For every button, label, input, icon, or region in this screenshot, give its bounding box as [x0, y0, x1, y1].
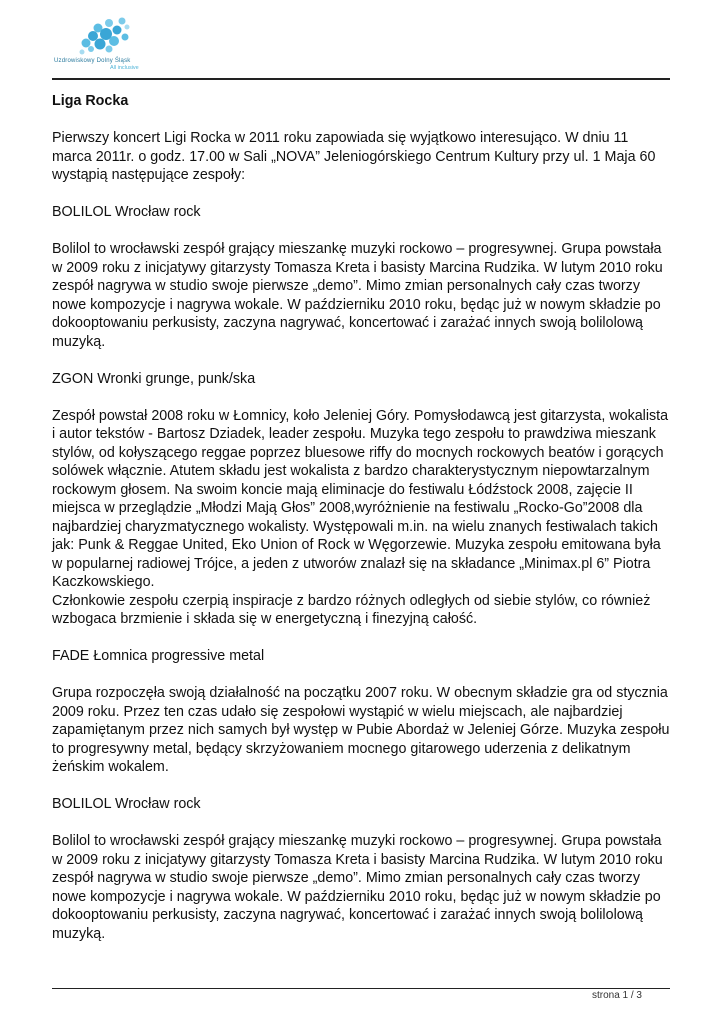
- band-description: Bolilol to wrocławski zespół grający mieszankę muzyki rockowo – progresywnej. Grupa powstała w 2009 roku z inicjatywy gitarzysty Tomasza Kreta i basisty Marcina Rudzika. W lutym 2010 roku zespół nagrywa w studio swoje pierwsze „demo”. Mimo zmian personalnych cały czas tworzy nowe kompozycje i nagrywa wokale. W październiku 2010 roku, będąc już w nowym składzie po dokooptowaniu perkusisty, zaczyna nagrywać, koncertować i zarażać innych swoją bolilolową muzyką.: [52, 833, 663, 942]
- band-description: Zespół powstał 2008 roku w Łomnicy, koło Jeleniej Góry. Pomysłodawcą jest gitarzysta, wokalista i autor tekstów - Bartosz Dziadek, leader zespołu. Muzyka tego zespołu to prawdziwa mieszank stylów, od kołyszącego reggae poprzez bluesowe riffy do mocnych rockowych beatów i gorących solówek włącznie. Atutem składu jest wokalista z bardzo charakterystycznym niepowtarzalnym rockowym głosem. Na swoim koncie mają eliminacje do festiwalu Łódźstock 2008, zajęcie II miejsca w przeglądzie „Młodzi Mają Głos” 2008,wyróżnienie na festiwalu „Rocko-Go”2008 dla najbardziej charyzmatycznego wokalisty. Występowali m.in. na wielu znanych festiwalach takich jak: Punk & Reggae United, Eko Union of Rock w Węgorzewie. Muzyka zespołu emitowana była w popularnej radiowej Trójce, a jeden z utworów znalazł się na składance „Minimax.pl 6” Piotra Kaczkowskiego.: [52, 407, 669, 590]
- band-description: Grupa rozpoczęła swoją działalność na początku 2007 roku. W obecnym składzie gra od stycznia 2009 roku. Przez ten czas udało się zespołowi wystąpić w wielu miejscach, ale najbardziej zapamiętanym przez nich samych był występ w Pubie Abordaż w Jeleniej Górze. Muzyka zespołu to progresywny metal, będący skrzyżowaniem mocnego gitarowego uderzenia z delikatnym żeńskim wokalem.: [52, 685, 670, 775]
- page-header: [52, 14, 670, 80]
- band-description: Członkowie zespołu czerpią inspiracje z bardzo różnych odległych od siebie stylów, co również wzbogaca brzmienie i składa się w energetyczną i finezyjną całość.: [52, 592, 651, 627]
- page-number: strona 1 / 3: [591, 990, 642, 1001]
- article-intro: Pierwszy koncert Ligi Rocka w 2011 roku zapowiada się wyjątkowo interesująco. W dniu 11 marca 2011r. o godz. 17.00 w Sali „NOVA” Jeleniogórskiego Centrum Kultury przy ul. 1 Maja 60 wystąpią następujące zespoły:: [52, 130, 656, 183]
- site-logo[interactable]: [54, 14, 158, 76]
- band-heading: FADE Łomnica progressive metal: [52, 648, 265, 664]
- band-heading: BOLILOL Wrocław rock: [52, 204, 201, 220]
- logo-bubbles-icon: [54, 14, 158, 58]
- header-divider: [52, 78, 670, 80]
- band-heading: BOLILOL Wrocław rock: [52, 796, 201, 812]
- logo-subtagline: All inclusive: [110, 65, 139, 71]
- article-title: Liga Rocka: [52, 93, 129, 109]
- band-description: Bolilol to wrocławski zespół grający mieszankę muzyki rockowo – progresywnej. Grupa powstała w 2009 roku z inicjatywy gitarzysty Tomasza Kreta i basisty Marcina Rudzika. W lutym 2010 roku zespół nagrywa w studio swoje pierwsze „demo”. Mimo zmian personalnych cały czas tworzy nowe kompozycje i nagrywa wokale. W październiku 2010 roku, będąc już w nowym składzie po dokooptowaniu perkusisty, zaczyna nagrywać, koncertować i zarażać innych swoją bolilolową muzyką.: [52, 241, 663, 350]
- footer-divider: [52, 988, 670, 989]
- band-heading: ZGON Wronki grunge, punk/ska: [52, 370, 256, 387]
- logo-tagline: Uzdrowiskowy Dolny Śląsk: [54, 58, 131, 64]
- article-body: [52, 92, 672, 962]
